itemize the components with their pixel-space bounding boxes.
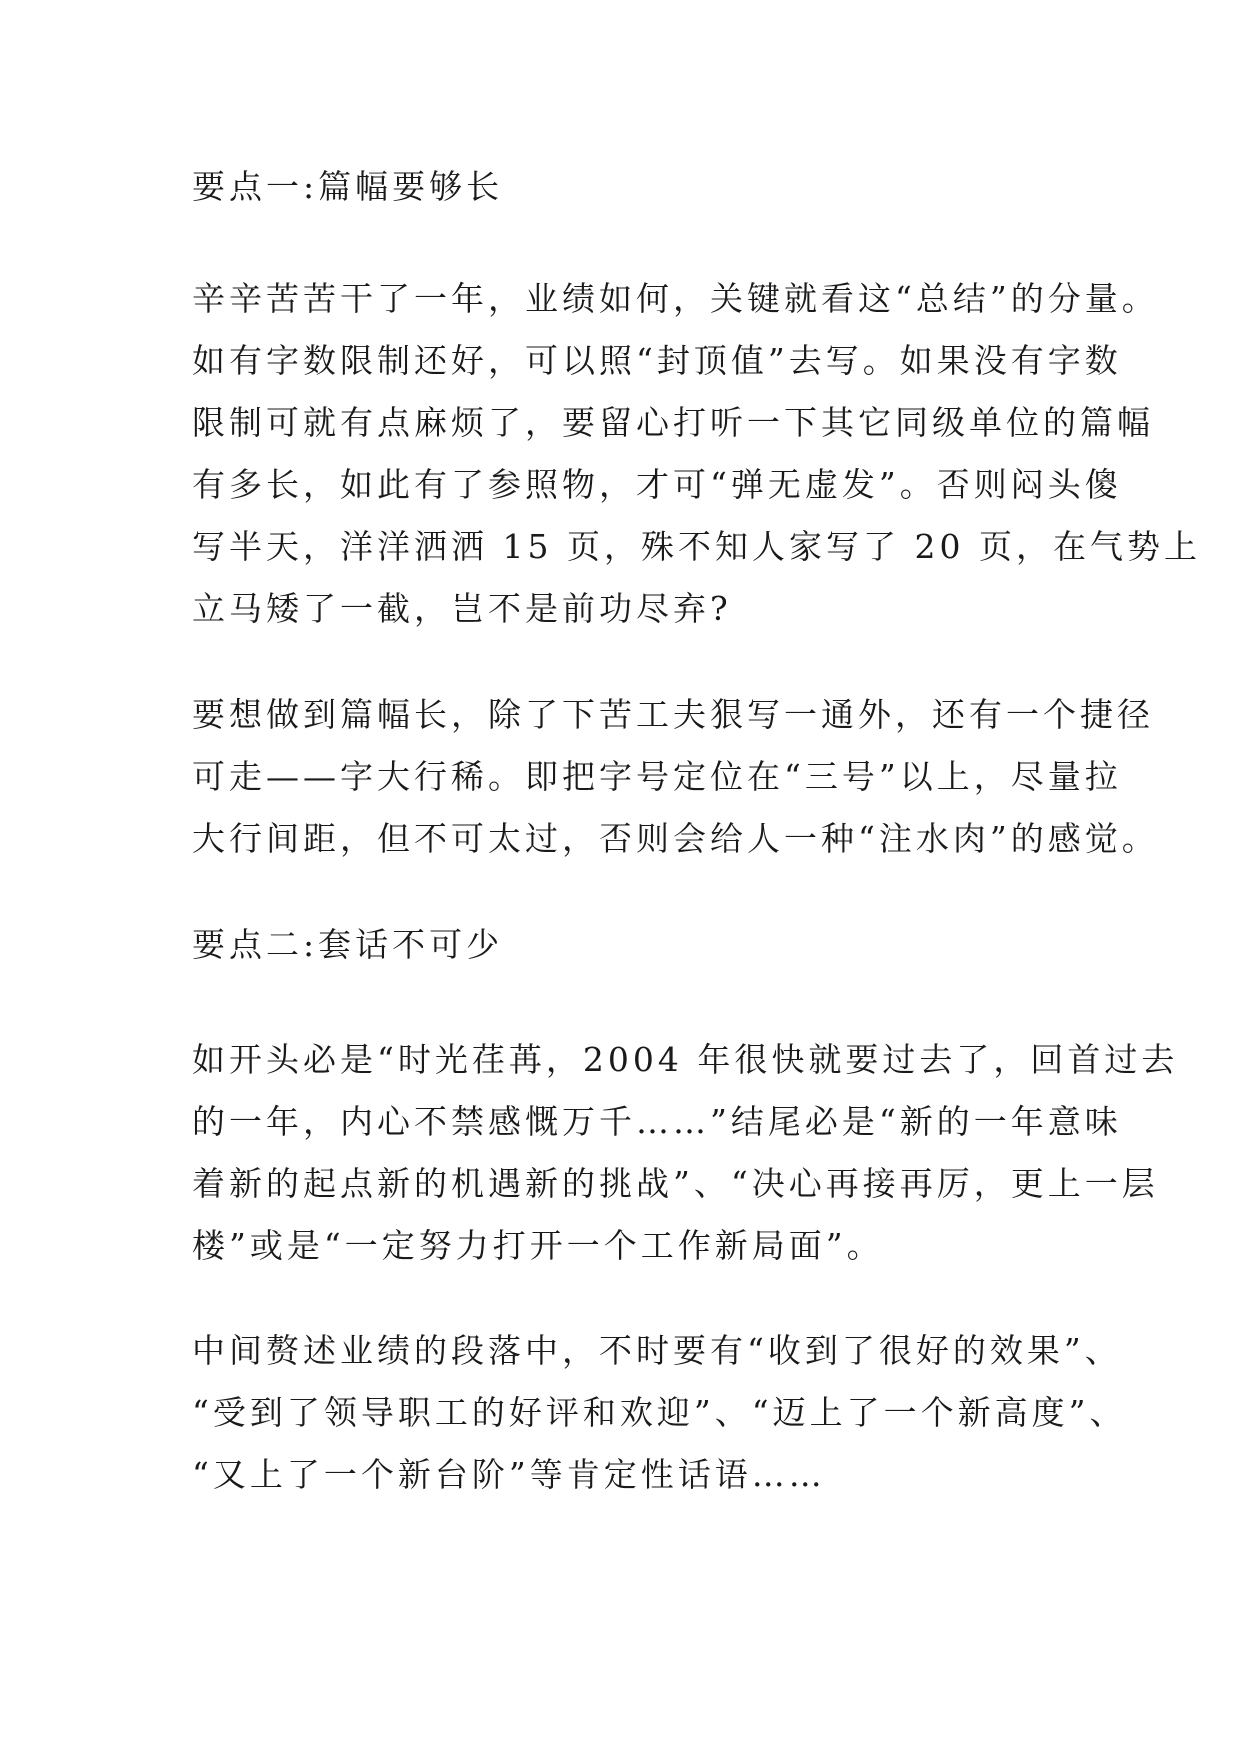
paragraph-line: 要想做到篇幅长，除了下苦工夫狠写一通外，还有一个捷径 xyxy=(192,695,1154,734)
paragraph-line: 写半天，洋洋洒洒 15 页，殊不知人家写了 20 页，在气势上 xyxy=(192,527,1201,566)
paragraph-line: 楼”或是“一定努力打开一个工作新局面”。 xyxy=(192,1226,884,1265)
paragraph-line: 辛辛苦苦干了一年，业绩如何，关键就看这“总结”的分量。 xyxy=(192,279,1159,318)
paragraph-line: “受到了领导职工的好评和欢迎”、“迈上了一个新高度”、 xyxy=(192,1393,1127,1432)
paragraph-1 xyxy=(192,268,1201,640)
heading-text: 要点一:篇幅要够长 xyxy=(192,167,504,206)
heading-text: 要点二:套话不可少 xyxy=(192,925,504,964)
section-heading-1 xyxy=(192,156,1062,218)
paragraph-2 xyxy=(192,684,1159,870)
paragraph-4 xyxy=(192,1320,1127,1506)
paragraph-line: 中间赘述业绩的段落中，不时要有“收到了很好的效果”、 xyxy=(192,1331,1122,1370)
paragraph-line: 限制可就有点麻烦了，要留心打听一下其它同级单位的篇幅 xyxy=(192,403,1154,442)
paragraph-line: 的一年，内心不禁感慨万千……”结尾必是“新的一年意味 xyxy=(192,1102,1122,1141)
paragraph-line: 可走——字大行稀。即把字号定位在“三号”以上，尽量拉 xyxy=(192,757,1122,796)
paragraph-line: 立马矮了一截，岂不是前功尽弃? xyxy=(192,589,732,628)
paragraph-3 xyxy=(192,1029,1179,1277)
paragraph-line: 如开头必是“时光荏苒，2004 年很快就要过去了，回首过去 xyxy=(192,1040,1179,1079)
paragraph-line: 着新的起点新的机遇新的挑战”、“决心再接再厉，更上一层 xyxy=(192,1164,1159,1203)
paragraph-line: 有多长，如此有了参照物，才可“弹无虚发”。否则闷头傻 xyxy=(192,465,1122,504)
paragraph-line: 大行间距，但不可太过，否则会给人一种“注水肉”的感觉。 xyxy=(192,819,1159,858)
paragraph-line: “又上了一个新台阶”等肯定性话语…… xyxy=(192,1455,826,1494)
paragraph-line: 如有字数限制还好，可以照“封顶值”去写。如果没有字数 xyxy=(192,341,1122,380)
section-heading-2 xyxy=(192,914,1062,976)
